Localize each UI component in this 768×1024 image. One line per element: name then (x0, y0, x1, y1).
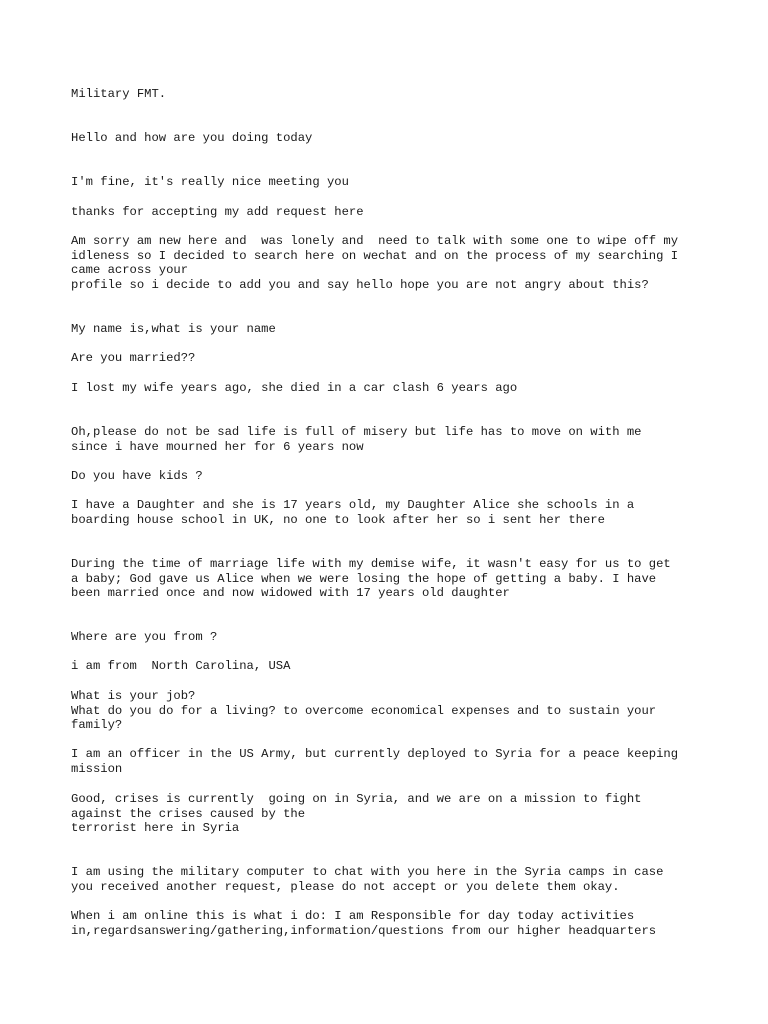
chat-message-6: Are you married?? (71, 351, 196, 365)
chat-message-8: Oh,please do not be sad life is full of misery but life has to move on with me since i have mourned her for 6 years now (71, 425, 642, 454)
chat-message-17: I am using the military computer to chat with you here in the Syria camps in case you received another request, please do not accept or you delete them okay. (71, 865, 664, 894)
chat-message-18: When i am online this is what i do: I am Responsible for day today activities in,regardsanswering/gathering,information/questions from our higher headquarters (71, 909, 657, 938)
chat-message-15: I am an officer in the US Army, but currently deployed to Syria for a peace keeping mission (71, 747, 679, 776)
chat-message-7: I lost my wife years ago, she died in a car clash 6 years ago (71, 381, 518, 395)
chat-message-12: Where are you from ? (71, 630, 218, 644)
chat-message-2: I'm fine, it's really nice meeting you (71, 175, 349, 189)
chat-message-5: My name is,what is your name (71, 322, 276, 336)
chat-message-3: thanks for accepting my add request here (71, 205, 364, 219)
document-heading: Military FMT. (71, 87, 167, 101)
chat-message-16: Good, crises is currently going on in Syria, and we are on a mission to fight against the crises caused by the terrorist here in Syria (71, 792, 642, 836)
chat-message-9: Do you have kids ? (71, 469, 203, 483)
chat-message-10: I have a Daughter and she is 17 years old, my Daughter Alice she schools in a boarding house school in UK, no one to look after her so i sent her there (71, 498, 635, 527)
chat-message-11: During the time of marriage life with my demise wife, it wasn't easy for us to get a baby; God gave us Alice when we were losing the hope of getting a baby. I have been married once and now widowed with 17 years old daughter (71, 557, 671, 601)
chat-message-14: What is your job? What do you do for a living? to overcome economical expenses and to sustain your family? (71, 689, 657, 733)
chat-message-13: i am from North Carolina, USA (71, 659, 291, 673)
chat-message-4: Am sorry am new here and was lonely and need to talk with some one to wipe off my idleness so I decided to search here on wechat and on the process of my searching I came across your profile so i decide to add you and say hello hope you are not angry about this? (71, 234, 679, 292)
chat-message-1: Hello and how are you doing today (71, 131, 313, 145)
